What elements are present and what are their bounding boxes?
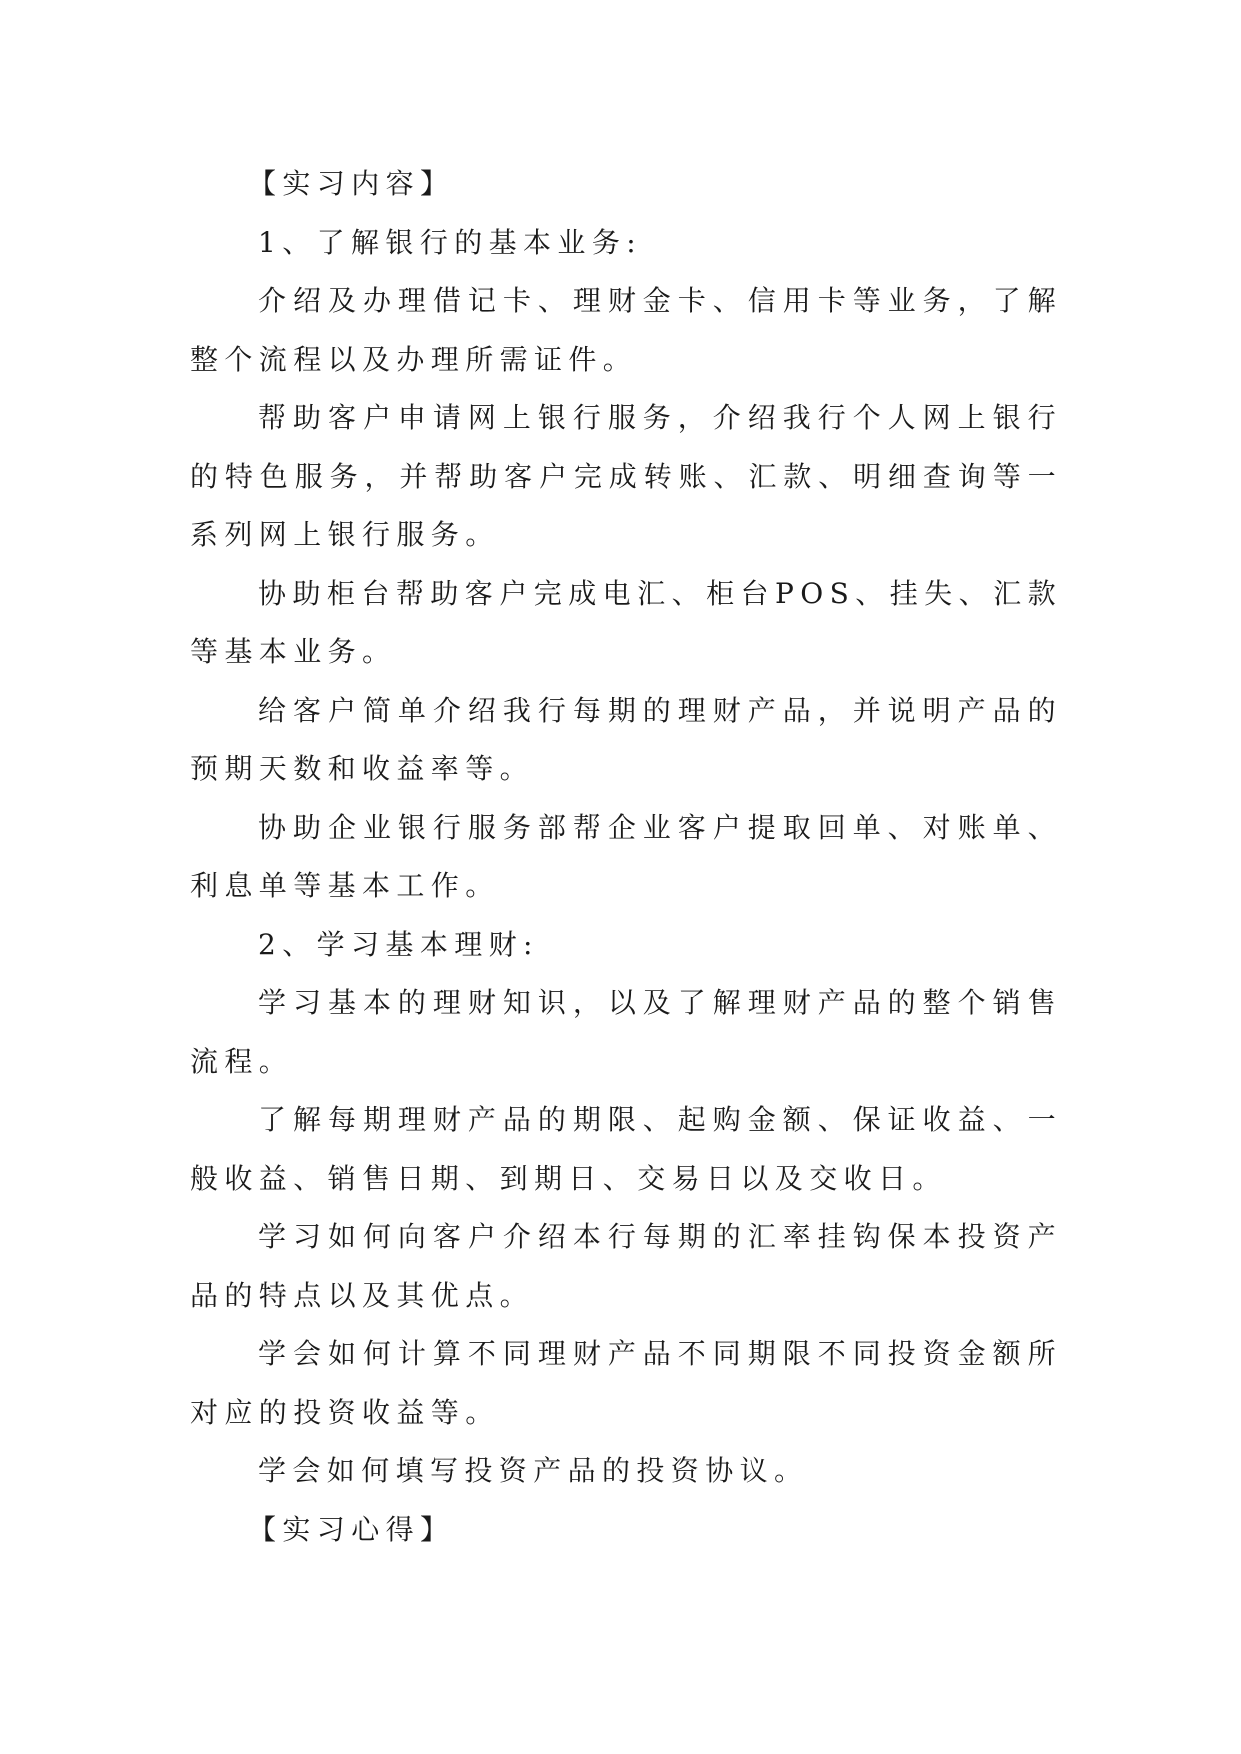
paragraph-corporate-banking: 协助企业银行服务部帮企业客户提取回单、对账单、利息单等基本工作。 (190, 810, 1062, 902)
paragraph-cards: 介绍及办理借记卡、理财金卡、信用卡等业务，了解整个流程以及办理所需证件。 (190, 284, 1062, 376)
paragraph-counter-services: 协助柜台帮助客户完成电汇、柜台POS、挂失、汇款等基本业务。 (190, 576, 1062, 668)
list-item-basic-finance: 2、学习基本理财: (258, 927, 539, 961)
list-item-banking-basics: 1、了解银行的基本业务: (258, 225, 643, 259)
paragraph-return-calculation: 学会如何计算不同理财产品不同期限不同投资金额所对应的投资收益等。 (190, 1337, 1062, 1429)
paragraph-investment-agreement: 学会如何填写投资产品的投资协议。 (258, 1454, 809, 1487)
paragraph-finance-knowledge: 学习基本的理财知识，以及了解理财产品的整个销售流程。 (190, 986, 1062, 1078)
document-body (190, 155, 1062, 1559)
paragraph-product-terms: 了解每期理财产品的期限、起购金额、保证收益、一般收益、销售日期、到期日、交易日以及交收日。 (190, 1103, 1062, 1195)
section-heading-internship-reflections: 【实习心得】 (248, 1512, 455, 1546)
paragraph-online-banking: 帮助客户申请网上银行服务，介绍我行个人网上银行的特色服务，并帮助客户完成转账、汇款、明细查询等一系列网上银行服务。 (190, 401, 1062, 551)
section-heading-internship-content: 【实习内容】 (248, 167, 455, 200)
paragraph-fx-linked-products: 学习如何向客户介绍本行每期的汇率挂钩保本投资产品的特点以及其优点。 (190, 1220, 1062, 1312)
paragraph-wealth-products: 给客户简单介绍我行每期的理财产品，并说明产品的预期天数和收益率等。 (190, 693, 1062, 785)
